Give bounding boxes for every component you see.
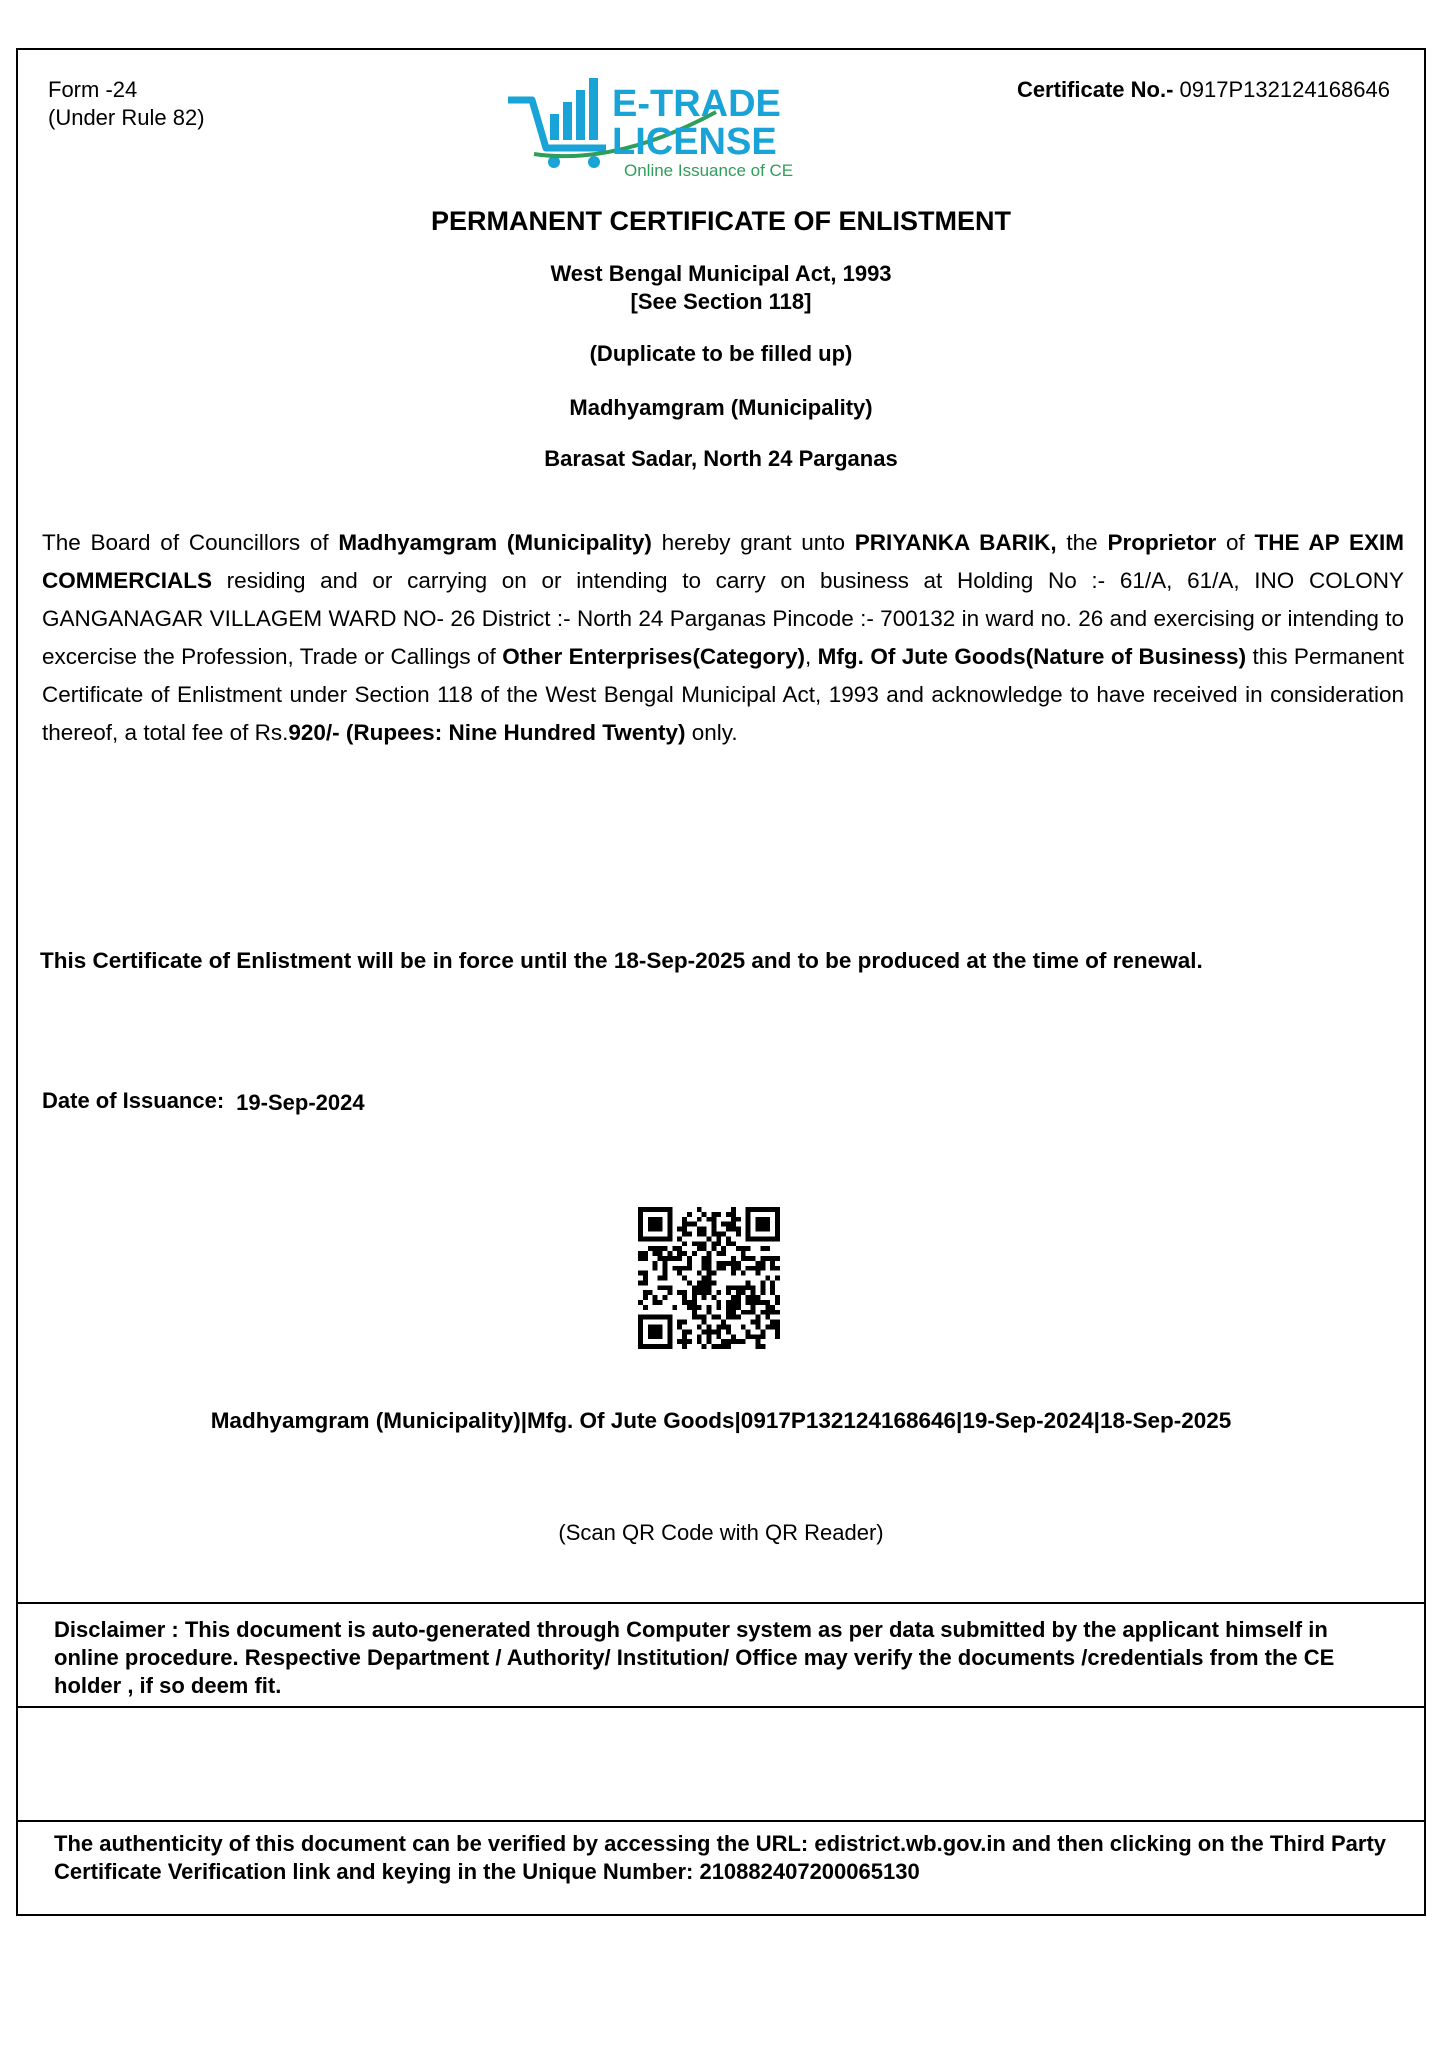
verification-note: The authenticity of this document can be verified by accessing the URL: edistrict.wb.gov.in and then clicking on the Third Party Certificate Verification link and keying in the Unique Number: 210882407200065130: [54, 1831, 1387, 1884]
qr-code[interactable]: [638, 1207, 780, 1349]
cart-wheel: [588, 156, 600, 168]
divider: [18, 1602, 1424, 1604]
chart-bar: [563, 102, 572, 140]
municipality-heading: Madhyamgram (Municipality): [569, 395, 873, 420]
act-name: West Bengal Municipal Act, 1993: [550, 261, 892, 286]
act-section: [See Section 118]: [630, 289, 812, 314]
certificate-number-block: [1017, 76, 1390, 104]
issuance-date: 19-Sep-2024: [236, 1090, 365, 1115]
chart-bar: [550, 114, 559, 140]
disclaimer: Disclaimer : This document is auto-generated through Computer system as per data submitted by the applicant himself in online procedure. Respective Department / Authority/ Institution/ Office may verify the documents /credentials from the CE holder , if so deem fit.: [54, 1617, 1335, 1698]
logo-line1: E-TRADE: [612, 83, 781, 125]
fee-amount: 920/- (Rupees: Nine Hundred Twenty): [288, 720, 686, 745]
business-nature: Mfg. Of Jute Goods(Nature of Business): [817, 644, 1247, 669]
business-name: THE AP EXIM COMMERCIALS: [42, 530, 1404, 593]
issuance-label: Date of Issuance:: [42, 1088, 225, 1113]
district-heading: Barasat Sadar, North 24 Parganas: [544, 446, 898, 471]
qr-summary: Madhyamgram (Municipality)|Mfg. Of Jute Goods|0917P132124168646|19-Sep-2024|18-Sep-2025: [210, 1408, 1232, 1433]
holder-name: PRIYANKA BARIK,: [854, 530, 1057, 555]
grant-paragraph: The Board of Councillors of Madhyamgram (Municipality) hereby grant unto PRIYANKA BARIK, the Proprietor of THE AP EXIM COMMERCIALS residing and or carrying on or intending to carry on business at Holding No :- 61/A, 61/A, INO COLONY GANGANAGAR VILLAGEM WARD NO- 26 District :- North 24 Parganas Pincode :- 700132 in ward no. 26 and exercising or intending to excercise the Profession, Trade or Callings of Other Enterprises(Category), Mfg. Of Jute Goods(Nature of Business) this Permanent Certificate of Enlistment under Section 118 of the West Bengal Municipal Act, 1993 and acknowledge to have received in consideration thereof, a total fee of Rs.920/- (Rupees: Nine Hundred Twenty) only.: [42, 530, 1404, 745]
form-rule: (Under Rule 82): [48, 105, 205, 130]
qr-instruction: (Scan QR Code with QR Reader): [558, 1520, 884, 1545]
certificate-title: PERMANENT CERTIFICATE OF ENLISTMENT: [431, 206, 1011, 236]
business-category: Other Enterprises(Category): [502, 644, 805, 669]
holder-role: Proprietor: [1107, 530, 1217, 555]
chart-bar: [576, 90, 585, 140]
form-reference: [48, 76, 205, 132]
certificate-number-label: Certificate No.-: [1016, 77, 1174, 102]
divider: [18, 1706, 1424, 1708]
divider: [18, 1820, 1424, 1822]
municipality-name: Madhyamgram (Municipality): [338, 530, 652, 555]
logo-line2: LICENSE: [612, 121, 777, 163]
logo-tagline: Online Issuance of CE: [624, 161, 794, 180]
duplicate-note: (Duplicate to be filled up): [589, 341, 853, 366]
issuance-date-block: [42, 1088, 365, 1114]
certificate-number: 0917P132124168646: [1179, 77, 1390, 102]
validity-statement: This Certificate of Enlistment will be in force until the 18-Sep-2025 and to be produced at the time of renewal.: [40, 948, 1203, 973]
form-number: Form -24: [48, 77, 138, 102]
etrade-license-logo: [506, 70, 806, 180]
chart-bar: [589, 78, 598, 140]
certificate-frame: [16, 48, 1426, 1916]
